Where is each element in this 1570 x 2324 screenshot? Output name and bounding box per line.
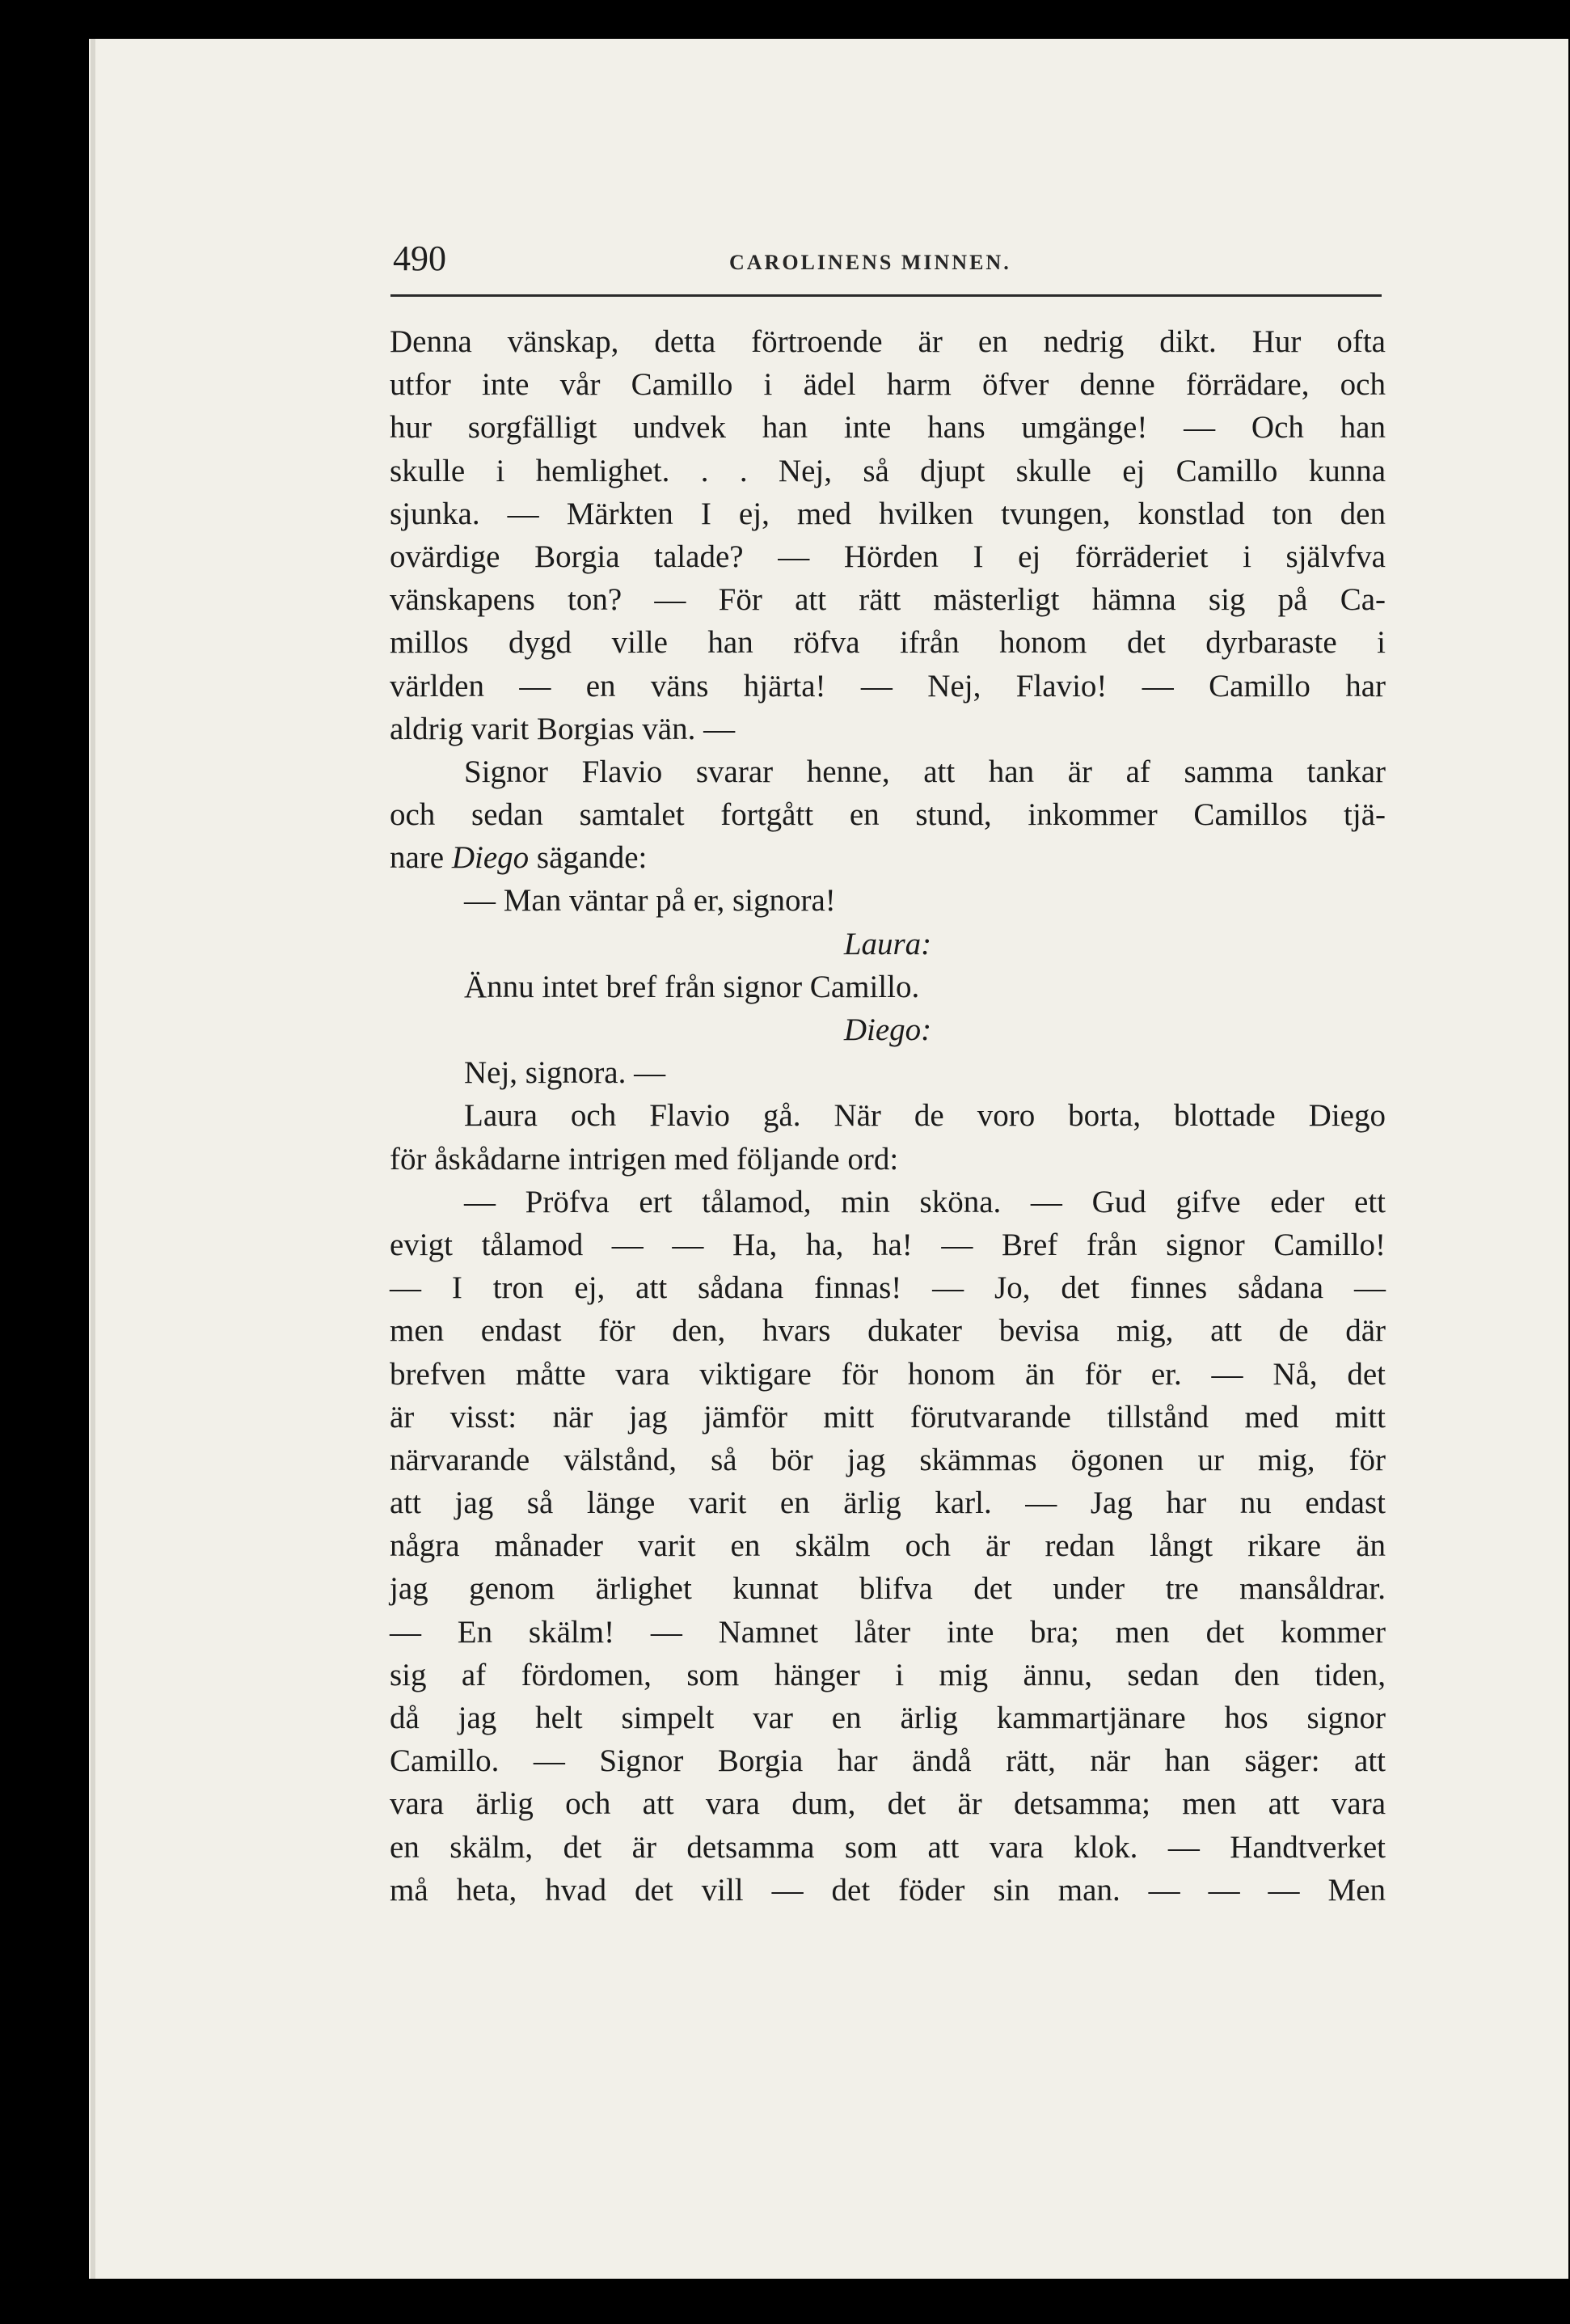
text-line: aldrig varit Borgias vän. — [390, 711, 736, 746]
text-fragment: nare [390, 840, 452, 876]
text-line: Laura och Flavio gå. När de voro borta, blottade Diego [464, 1098, 1386, 1134]
speaker-heading: Laura: [843, 926, 932, 961]
speaker-heading: Diego: [843, 1012, 932, 1047]
header-rule [390, 294, 1382, 297]
text-line: — En skälm! — Namnet låter inte bra; men det kommer [390, 1614, 1386, 1650]
text-line: vara ärlig och att vara dum, det är detsamma; men att vara [390, 1786, 1386, 1822]
text-line: några månader varit en skälm och är redan långt rikare än [390, 1528, 1386, 1564]
text-line: ovärdige Borgia talade? — Hörden I ej förräderiet i självfva [390, 539, 1386, 574]
text-line: evigt tålamod — — Ha, ha, ha! — Bref från signor Camillo! [390, 1227, 1386, 1262]
text-line: Signor Flavio svarar henne, att han är af samma tankar [464, 754, 1386, 789]
text-line: jag genom ärlighet kunnat blifva det under tre mansåldrar. [390, 1571, 1386, 1607]
text-line: må heta, hvad det vill — det föder sin man. — — — Men [390, 1872, 1386, 1908]
text-line: en skälm, det är detsamma som att vara klok. — Handtverket [390, 1829, 1386, 1865]
text-line: sig af fördomen, som hänger i mig ännu, sedan den tiden, [390, 1657, 1386, 1692]
text-fragment: sägande: [529, 840, 648, 876]
text-line: för åskådarne intrigen med följande ord: [390, 1141, 899, 1177]
text-line: skulle i hemlighet. . . Nej, så djupt skulle ej Camillo kunna [390, 453, 1386, 488]
text-line: millos dygd ville han röfva ifrån honom det dyrbaraste i [390, 625, 1386, 661]
text-line: Camillo. — Signor Borgia har ändå rätt, när han säger: att [390, 1743, 1386, 1779]
text-line: brefven måtte vara viktigare för honom än för er. — Nå, det [390, 1356, 1386, 1392]
text-line: men endast för den, hvars dukater bevisa mig, att de där [390, 1313, 1386, 1349]
text-line [390, 836, 1386, 879]
text-line: Ännu intet bref från signor Camillo. [464, 969, 920, 1004]
body-text [390, 320, 1386, 1912]
page-header [390, 231, 1381, 289]
text-line: Denna vänskap, detta förtroende är en nedrig dikt. Hur ofta [390, 324, 1386, 359]
text-line: närvarande välstånd, så bör jag skämmas ögonen ur mig, för [390, 1442, 1386, 1477]
text-line: — I tron ej, att sådana finnas! — Jo, det finnes sådana — [390, 1270, 1386, 1306]
text-line: utfor inte vår Camillo i ädel harm öfver denne förrädare, och [390, 367, 1386, 403]
text-line: då jag helt simpelt var en ärlig kammartjänare hos signor [390, 1701, 1386, 1735]
text-line: världen — en väns hjärta! — Nej, Flavio! — Camillo har [390, 668, 1386, 704]
running-title: CAROLINENS MINNEN. [729, 251, 1011, 274]
text-line: — Man väntar på er, signora! [464, 883, 836, 919]
text-line: hur sorgfälligt undvek han inte hans umgänge! — Och han [390, 410, 1386, 446]
character-name-diego: Diego [451, 840, 530, 876]
text-line: — Pröfva ert tålamod, min sköna. — Gud gifve eder ett [464, 1184, 1386, 1219]
page-edge-shadow [91, 39, 95, 2279]
text-line: vänskapens ton? — För att rätt mästerligt hämna sig på Ca- [390, 582, 1386, 618]
page-number: 490 [393, 239, 446, 278]
text-line: Nej, signora. — [464, 1055, 666, 1091]
text-line: att jag så länge varit en ärlig karl. — Jag har nu endast [390, 1485, 1386, 1521]
text-line: är visst: när jag jämför mitt förutvarande tillstånd med mitt [390, 1399, 1386, 1435]
text-line: sjunka. — Märkten I ej, med hvilken tvungen, konstlad ton den [390, 496, 1386, 531]
text-line: och sedan samtalet fortgått en stund, inkommer Camillos tjä- [390, 797, 1386, 833]
